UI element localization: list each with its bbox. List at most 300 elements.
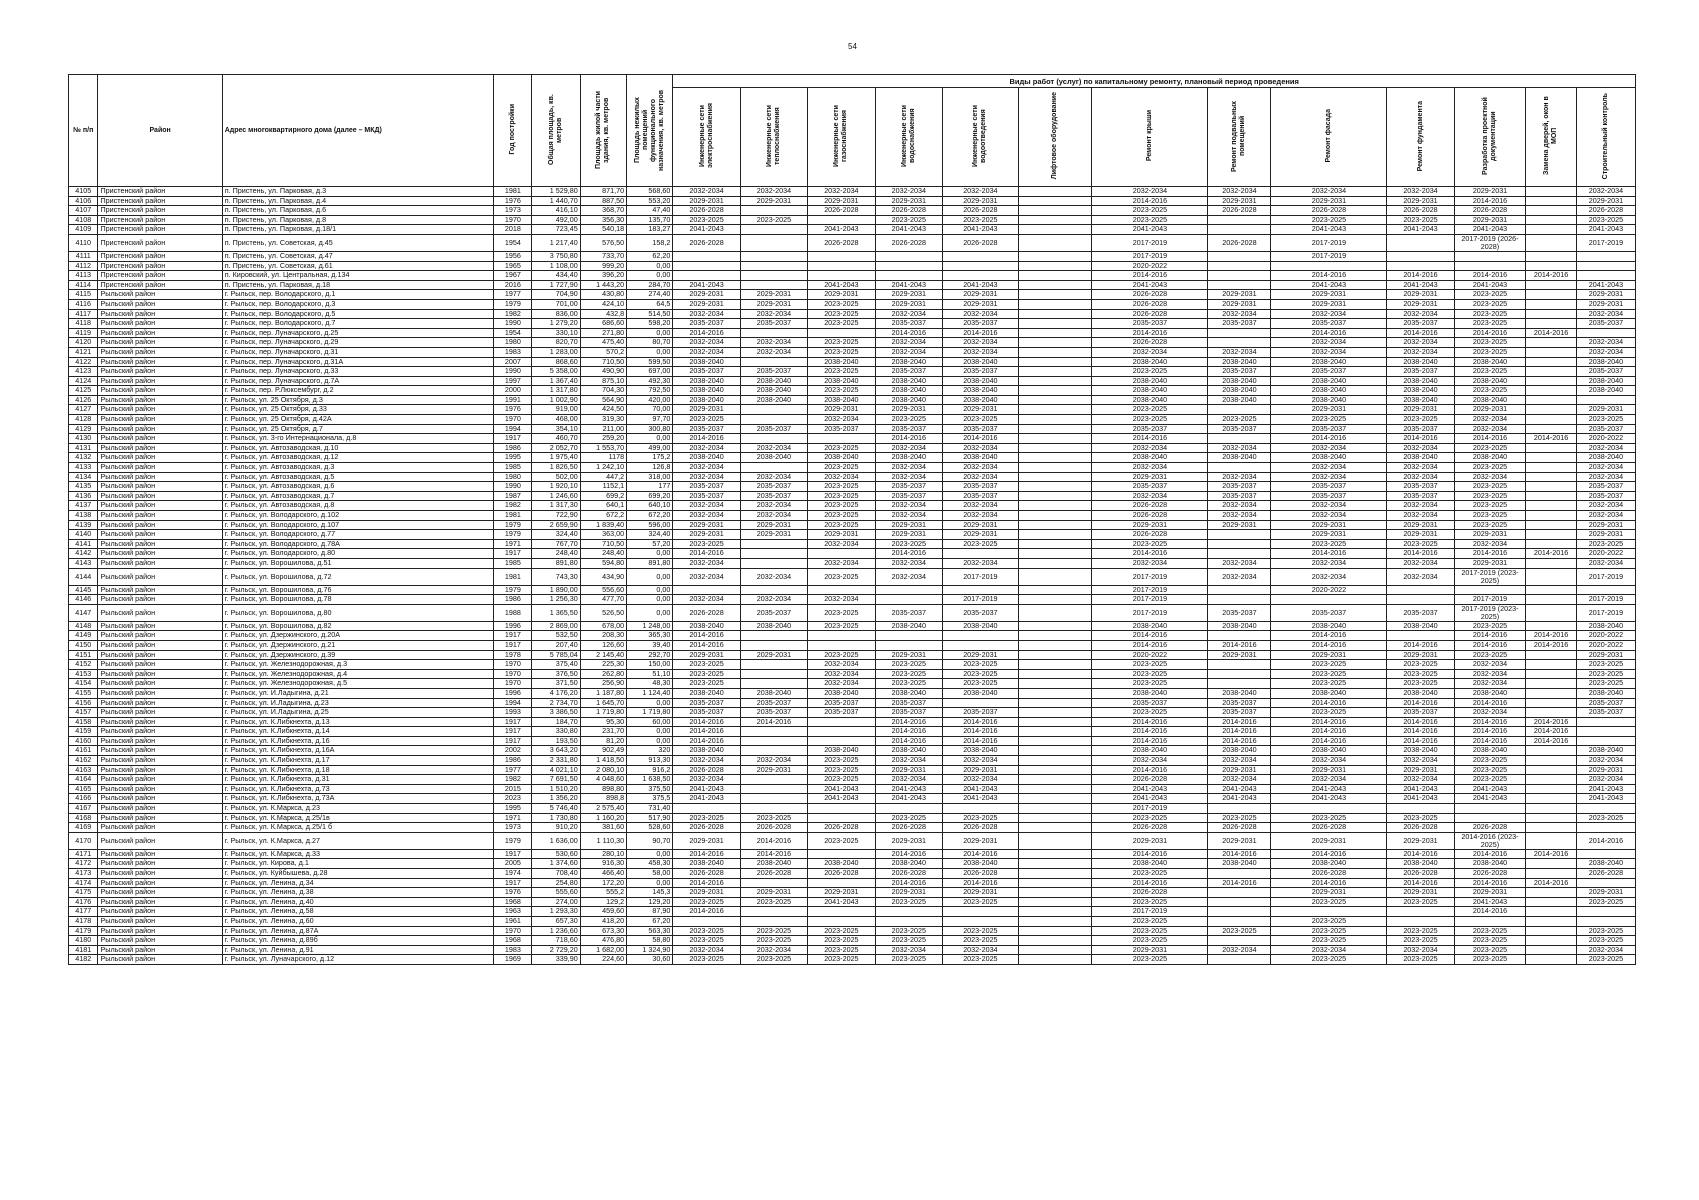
row-district: Пристенский район	[98, 271, 222, 281]
row-work-period	[1208, 463, 1271, 473]
row-work-period: 2023-2025	[740, 926, 807, 936]
row-work-period	[1454, 916, 1526, 926]
row-work-period	[1018, 775, 1092, 785]
row-work-period: 2014-2016	[1092, 434, 1208, 444]
row-nonres-area: 70,00	[627, 405, 673, 415]
row-total-area: 3 643,20	[532, 746, 580, 756]
row-address: г. Рыльск, ул. Ворошилова, д.82	[222, 621, 494, 631]
row-year: 1976	[494, 405, 532, 415]
row-work-period: 2026-2028	[875, 823, 942, 833]
row-work-period: 2029-2031	[673, 888, 740, 898]
row-work-period: 2023-2025	[808, 367, 875, 377]
row-work-period: 2023-2025	[875, 215, 942, 225]
row-work-period: 2020-2022	[1092, 650, 1208, 660]
row-number: 4167	[69, 804, 98, 814]
row-work-period	[1018, 395, 1092, 405]
row-work-period: 2032-2034	[1454, 708, 1526, 718]
row-work-period: 2032-2034	[740, 595, 807, 605]
table-row	[69, 539, 1636, 549]
row-work-period: 2023-2025	[942, 415, 1018, 425]
row-living-area: 1 719,80	[580, 708, 626, 718]
row-work-period: 2029-2031	[1208, 765, 1271, 775]
row-year: 2005	[494, 859, 532, 869]
row-work-period: 2029-2031	[673, 832, 740, 849]
row-work-period: 2038-2040	[875, 376, 942, 386]
table-row	[69, 621, 1636, 631]
row-nonres-area: 145,3	[627, 888, 673, 898]
row-number: 4164	[69, 775, 98, 785]
row-work-period: 2032-2034	[875, 511, 942, 521]
row-work-period	[1018, 234, 1092, 251]
row-address: г. Рыльск, ул. Ворошилова, д.51	[222, 558, 494, 568]
row-work-period: 2032-2034	[1271, 338, 1387, 348]
row-work-period: 2035-2037	[1576, 367, 1635, 377]
row-work-period: 2035-2037	[875, 698, 942, 708]
row-district: Рыльский район	[98, 717, 222, 727]
row-work-period: 2038-2040	[1092, 621, 1208, 631]
row-work-period: 2023-2025	[808, 463, 875, 473]
row-work-period	[1208, 669, 1271, 679]
row-work-period	[673, 271, 740, 281]
row-work-period: 2038-2040	[1208, 621, 1271, 631]
row-year: 1954	[494, 328, 532, 338]
row-work-period	[1526, 338, 1577, 348]
table-row	[69, 736, 1636, 746]
row-work-period	[740, 907, 807, 917]
row-work-period: 2038-2040	[673, 357, 740, 367]
row-address: г. Рыльск, пер. Володарского, д.1	[222, 290, 494, 300]
row-work-period: 2038-2040	[808, 376, 875, 386]
row-year: 1991	[494, 395, 532, 405]
row-living-area: 576,50	[580, 234, 626, 251]
row-total-area: 1 002,90	[532, 395, 580, 405]
row-nonres-area: 0,00	[627, 271, 673, 281]
row-address: г. Рыльск, пер. Луначарского, д.29	[222, 338, 494, 348]
row-year: 1983	[494, 347, 532, 357]
row-nonres-area: 0,00	[627, 549, 673, 559]
row-work-period: 2032-2034	[942, 463, 1018, 473]
row-work-period: 2038-2040	[942, 453, 1018, 463]
row-work-period: 2023-2025	[1271, 897, 1387, 907]
row-work-period: 2017-2019	[1092, 568, 1208, 585]
row-work-period: 2041-2043	[1576, 225, 1635, 235]
row-work-period: 2032-2034	[808, 539, 875, 549]
table-row	[69, 453, 1636, 463]
row-work-period: 2017-2019	[942, 595, 1018, 605]
row-work-period: 2023-2025	[1454, 443, 1526, 453]
row-work-period	[1018, 832, 1092, 849]
row-work-period	[1018, 299, 1092, 309]
row-work-period	[740, 878, 807, 888]
row-address: г. Рыльск, пер. Луначарского, д.31А	[222, 357, 494, 367]
row-address: г. Рыльск, ул. Дзержинского, д.21	[222, 640, 494, 650]
row-work-period: 2038-2040	[1208, 395, 1271, 405]
row-work-period: 2032-2034	[808, 415, 875, 425]
row-year: 1917	[494, 878, 532, 888]
row-work-period	[1208, 660, 1271, 670]
row-work-period: 2029-2031	[1092, 832, 1208, 849]
row-address: г. Рыльск, пер. Володарского, д.3	[222, 299, 494, 309]
row-work-period: 2026-2028	[808, 869, 875, 879]
row-number: 4117	[69, 309, 98, 319]
row-work-period: 2035-2037	[875, 708, 942, 718]
row-living-area: 381,60	[580, 823, 626, 833]
row-total-area: 708,40	[532, 869, 580, 879]
row-work-period: 2029-2031	[875, 405, 942, 415]
row-work-period: 2032-2034	[1271, 568, 1387, 585]
row-nonres-area: 97,70	[627, 415, 673, 425]
row-district: Рыльский район	[98, 736, 222, 746]
row-work-period: 2032-2034	[1387, 756, 1454, 766]
row-work-period: 2029-2031	[1576, 530, 1635, 540]
row-work-period	[1526, 585, 1577, 595]
row-work-period: 2035-2037	[673, 698, 740, 708]
row-year: 1917	[494, 631, 532, 641]
row-work-period: 2026-2028	[1271, 823, 1387, 833]
row-work-period	[740, 357, 807, 367]
row-work-period: 2041-2043	[1454, 225, 1526, 235]
table-row	[69, 869, 1636, 879]
row-work-period: 2029-2031	[673, 520, 740, 530]
row-number: 4166	[69, 794, 98, 804]
row-work-period: 2029-2031	[1576, 299, 1635, 309]
row-year: 1917	[494, 640, 532, 650]
row-work-period: 2026-2028	[942, 869, 1018, 879]
header-work-type: Инженерные сети газоснабжения	[808, 88, 875, 187]
row-work-period: 2026-2028	[875, 234, 942, 251]
row-work-period: 2035-2037	[1271, 482, 1387, 492]
row-work-period: 2032-2034	[673, 347, 740, 357]
row-work-period: 2023-2025	[1454, 491, 1526, 501]
row-work-period: 2023-2025	[673, 679, 740, 689]
table-row	[69, 585, 1636, 595]
row-work-period	[1576, 727, 1635, 737]
row-district: Рыльский район	[98, 631, 222, 641]
row-nonres-area: 62,20	[627, 251, 673, 261]
row-work-period: 2038-2040	[875, 357, 942, 367]
row-work-period	[740, 775, 807, 785]
row-work-period	[1526, 511, 1577, 521]
row-year: 1987	[494, 491, 532, 501]
row-living-area: 225,30	[580, 660, 626, 670]
row-work-period: 2014-2016	[1526, 549, 1577, 559]
row-total-area: 1 920,10	[532, 482, 580, 492]
row-number: 4138	[69, 511, 98, 521]
row-work-period: 2032-2034	[1208, 511, 1271, 521]
row-work-period: 2029-2031	[942, 650, 1018, 660]
row-work-period: 2038-2040	[1576, 859, 1635, 869]
row-work-period	[740, 206, 807, 216]
row-total-area: 2 331,80	[532, 756, 580, 766]
row-living-area: 262,80	[580, 669, 626, 679]
row-work-period	[1018, 187, 1092, 197]
row-work-period: 2014-2016	[1454, 631, 1526, 641]
row-district: Рыльский район	[98, 309, 222, 319]
row-nonres-area: 731,40	[627, 804, 673, 814]
row-district: Рыльский район	[98, 299, 222, 309]
row-work-period: 2023-2025	[942, 955, 1018, 965]
row-work-period: 2029-2031	[1387, 530, 1454, 540]
row-work-period: 2017-2019	[1576, 568, 1635, 585]
row-work-period	[740, 261, 807, 271]
row-work-period	[673, 804, 740, 814]
row-number: 4136	[69, 491, 98, 501]
row-number: 4107	[69, 206, 98, 216]
row-work-period	[1018, 878, 1092, 888]
row-district: Рыльский район	[98, 698, 222, 708]
row-work-period: 2014-2016	[1271, 328, 1387, 338]
row-work-period: 2038-2040	[740, 859, 807, 869]
row-work-period: 2041-2043	[1092, 225, 1208, 235]
row-work-period: 2026-2028	[942, 206, 1018, 216]
row-district: Рыльский район	[98, 784, 222, 794]
row-work-period: 2041-2043	[808, 280, 875, 290]
row-total-area: 184,70	[532, 717, 580, 727]
row-work-period: 2017-2019	[1576, 234, 1635, 251]
row-work-period: 2032-2034	[1576, 501, 1635, 511]
row-work-period: 2023-2025	[1387, 897, 1454, 907]
row-work-period: 2014-2016	[942, 878, 1018, 888]
row-year: 1988	[494, 604, 532, 621]
row-work-period	[808, 813, 875, 823]
row-district: Рыльский район	[98, 679, 222, 689]
row-work-period	[1018, 823, 1092, 833]
row-work-period	[1018, 415, 1092, 425]
row-work-period: 2032-2034	[1271, 463, 1387, 473]
row-work-period: 2038-2040	[1387, 688, 1454, 698]
row-district: Рыльский район	[98, 443, 222, 453]
row-nonres-area: 58,80	[627, 936, 673, 946]
table-row	[69, 568, 1636, 585]
table-row	[69, 309, 1636, 319]
row-work-period: 2029-2031	[1387, 832, 1454, 849]
row-work-period	[942, 640, 1018, 650]
row-work-period: 2035-2037	[1092, 482, 1208, 492]
row-work-period: 2017-2019	[1092, 907, 1208, 917]
row-nonres-area: 87,90	[627, 907, 673, 917]
row-work-period: 2038-2040	[740, 376, 807, 386]
row-work-period	[1526, 225, 1577, 235]
row-work-period: 2035-2037	[942, 367, 1018, 377]
page-number: 54	[848, 42, 857, 51]
row-district: Рыльский район	[98, 453, 222, 463]
row-work-period	[875, 251, 942, 261]
row-work-period: 2014-2016	[1526, 849, 1577, 859]
row-year: 1990	[494, 482, 532, 492]
row-work-period: 2014-2016	[1271, 434, 1387, 444]
row-work-period: 2014-2016	[1271, 271, 1387, 281]
row-work-period: 2014-2016	[1454, 907, 1526, 917]
row-number: 4133	[69, 463, 98, 473]
row-work-period: 2020-2022	[1576, 549, 1635, 559]
row-work-period: 2029-2031	[808, 290, 875, 300]
row-work-period	[1526, 604, 1577, 621]
row-nonres-area: 596,00	[627, 520, 673, 530]
row-work-period: 2029-2031	[942, 290, 1018, 300]
row-work-period: 2035-2037	[1271, 367, 1387, 377]
row-total-area: 1 826,50	[532, 463, 580, 473]
table-row	[69, 640, 1636, 650]
row-total-area: 468,00	[532, 415, 580, 425]
row-address: г. Рыльск, ул. К.Маркса, д.33	[222, 849, 494, 859]
row-nonres-area: 90,70	[627, 832, 673, 849]
row-work-period: 2035-2037	[942, 604, 1018, 621]
row-total-area: 1 730,80	[532, 813, 580, 823]
row-work-period: 2032-2034	[1387, 338, 1454, 348]
row-work-period: 2014-2016	[1387, 849, 1454, 859]
row-work-period: 2032-2034	[942, 775, 1018, 785]
row-work-period	[1208, 804, 1271, 814]
row-work-period: 2032-2034	[1271, 945, 1387, 955]
row-living-area: 363,00	[580, 530, 626, 540]
row-work-period: 2032-2034	[942, 511, 1018, 521]
row-work-period: 2014-2016	[740, 717, 807, 727]
table-row	[69, 765, 1636, 775]
row-work-period: 2023-2025	[808, 775, 875, 785]
row-nonres-area: 0,00	[627, 261, 673, 271]
row-work-period: 2035-2037	[1208, 708, 1271, 718]
row-year: 1970	[494, 669, 532, 679]
row-work-period: 2014-2016	[1092, 640, 1208, 650]
row-work-period: 2035-2037	[1387, 367, 1454, 377]
row-work-period: 2029-2031	[1271, 299, 1387, 309]
row-work-period	[1526, 482, 1577, 492]
row-work-period: 2035-2037	[673, 424, 740, 434]
row-work-period	[1576, 823, 1635, 833]
row-work-period	[1018, 688, 1092, 698]
row-district: Рыльский район	[98, 568, 222, 585]
row-work-period	[1526, 756, 1577, 766]
row-district: Рыльский район	[98, 945, 222, 955]
row-number: 4176	[69, 897, 98, 907]
row-number: 4170	[69, 832, 98, 849]
row-work-period: 2014-2016	[740, 832, 807, 849]
row-work-period: 2029-2031	[1387, 520, 1454, 530]
row-work-period	[740, 463, 807, 473]
row-address: г. Рыльск, ул. Ленина, д.34	[222, 878, 494, 888]
row-work-period: 2032-2034	[875, 309, 942, 319]
row-work-period: 2023-2025	[875, 897, 942, 907]
row-work-period: 2029-2031	[673, 299, 740, 309]
row-work-period: 2032-2034	[1271, 472, 1387, 482]
row-work-period: 2029-2031	[1454, 558, 1526, 568]
row-work-period	[875, 261, 942, 271]
row-total-area: 767,70	[532, 539, 580, 549]
row-year: 1981	[494, 187, 532, 197]
row-year: 1968	[494, 936, 532, 946]
row-work-period	[1526, 823, 1577, 833]
row-work-period: 2014-2016	[875, 717, 942, 727]
row-address: г. Рыльск, ул. Автозаводская, д.5	[222, 472, 494, 482]
row-work-period	[1208, 271, 1271, 281]
row-work-period: 2023-2025	[1454, 299, 1526, 309]
row-work-period: 2038-2040	[1454, 859, 1526, 869]
row-work-period: 2023-2025	[808, 299, 875, 309]
row-address: г. Рыльск, ул. 25 Октября, д.3	[222, 395, 494, 405]
row-nonres-area: 0,00	[627, 595, 673, 605]
row-work-period: 2026-2028	[673, 823, 740, 833]
table-row	[69, 530, 1636, 540]
row-work-period	[740, 660, 807, 670]
row-work-period: 2038-2040	[1387, 357, 1454, 367]
row-work-period: 2023-2025	[808, 832, 875, 849]
row-year: 2016	[494, 280, 532, 290]
row-work-period: 2029-2031	[1576, 290, 1635, 300]
row-work-period: 2035-2037	[875, 367, 942, 377]
row-work-period: 2032-2034	[1271, 187, 1387, 197]
row-work-period	[1526, 376, 1577, 386]
row-work-period	[1208, 955, 1271, 965]
row-district: Рыльский район	[98, 434, 222, 444]
row-work-period	[1526, 357, 1577, 367]
row-year: 1982	[494, 775, 532, 785]
row-work-period: 2023-2025	[808, 756, 875, 766]
row-work-period	[1526, 415, 1577, 425]
row-living-area: 434,90	[580, 568, 626, 585]
row-year: 1970	[494, 415, 532, 425]
row-district: Рыльский район	[98, 936, 222, 946]
row-number: 4118	[69, 319, 98, 329]
row-work-period: 2014-2016	[942, 736, 1018, 746]
row-address: г. Рыльск, ул. К.Маркса, д.25/1в	[222, 813, 494, 823]
row-work-period: 2041-2043	[1576, 784, 1635, 794]
row-total-area: 1 727,90	[532, 280, 580, 290]
row-work-period: 2029-2031	[740, 299, 807, 309]
row-work-period: 2014-2016	[1526, 717, 1577, 727]
row-number: 4113	[69, 271, 98, 281]
row-district: Рыльский район	[98, 669, 222, 679]
row-work-period: 2014-2016	[1271, 849, 1387, 859]
row-work-period: 2029-2031	[673, 290, 740, 300]
row-district: Пристенский район	[98, 280, 222, 290]
row-work-period: 2026-2028	[1208, 234, 1271, 251]
row-district: Рыльский район	[98, 530, 222, 540]
row-work-period	[1208, 434, 1271, 444]
row-work-period	[1454, 251, 1526, 261]
row-work-period: 2032-2034	[1454, 660, 1526, 670]
row-work-period	[1387, 585, 1454, 595]
row-work-period: 2029-2031	[1208, 832, 1271, 849]
row-work-period	[740, 916, 807, 926]
row-work-period: 2017-2019 (2023-2025)	[1454, 568, 1526, 585]
row-district: Рыльский район	[98, 888, 222, 898]
row-district: Рыльский район	[98, 491, 222, 501]
row-work-period: 2035-2037	[740, 708, 807, 718]
row-district: Рыльский район	[98, 511, 222, 521]
row-work-period: 2023-2025	[875, 669, 942, 679]
row-living-area: 540,18	[580, 225, 626, 235]
row-work-period: 2023-2025	[1387, 926, 1454, 936]
row-work-period: 2032-2034	[1092, 491, 1208, 501]
row-work-period: 2029-2031	[1454, 215, 1526, 225]
row-year: 1985	[494, 558, 532, 568]
row-work-period: 2023-2025	[673, 415, 740, 425]
row-work-period: 2023-2025	[673, 897, 740, 907]
row-work-period: 2038-2040	[1092, 453, 1208, 463]
row-nonres-area: 58,00	[627, 869, 673, 879]
row-year: 1981	[494, 568, 532, 585]
table-row	[69, 187, 1636, 197]
row-living-area: 710,50	[580, 539, 626, 549]
row-address: г. Рыльск, ул. Автозаводская, д.10	[222, 443, 494, 453]
row-address: г. Рыльск, ул. Володарского, д.102	[222, 511, 494, 521]
row-address: г. Рыльск, ул. 25 Октября, д.7	[222, 424, 494, 434]
row-work-period: 2023-2025	[875, 679, 942, 689]
row-number: 4144	[69, 568, 98, 585]
row-work-period: 2029-2031	[875, 299, 942, 309]
row-address: г. Рыльск, пер. Р.Люксембург, д.2	[222, 386, 494, 396]
row-work-period: 2029-2031	[875, 530, 942, 540]
